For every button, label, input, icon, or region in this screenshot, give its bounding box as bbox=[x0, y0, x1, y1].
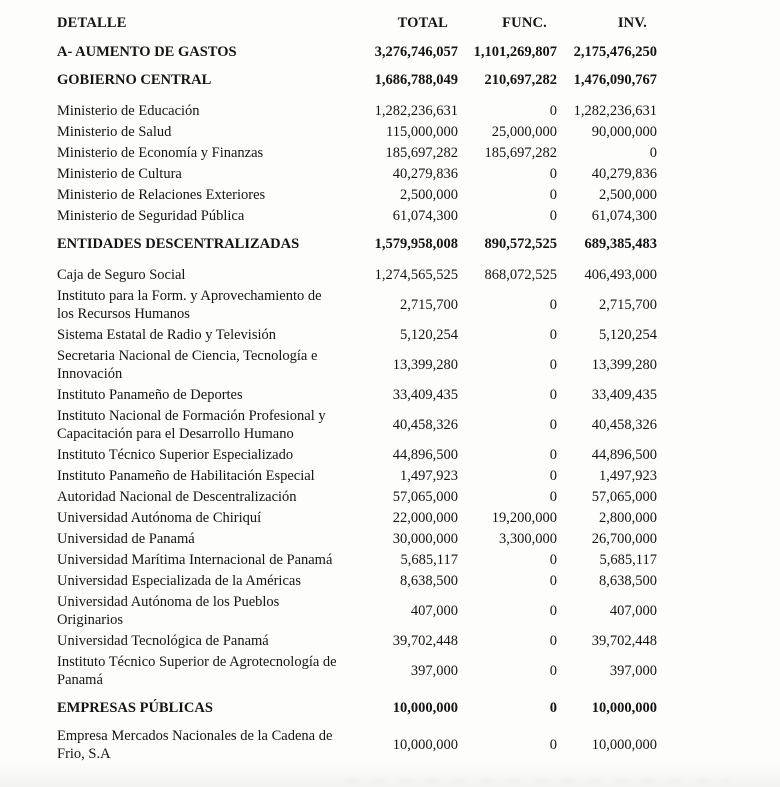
row-total: 30,000,000 bbox=[392, 530, 458, 547]
row-total: 22,000,000 bbox=[392, 509, 458, 526]
table-row bbox=[57, 651, 657, 690]
row-inv: 5,120,254 bbox=[599, 326, 657, 343]
row-label: Universidad Autónoma de los Pueblos Originarios bbox=[57, 593, 280, 628]
row-total: 1,579,958,008 bbox=[374, 236, 458, 252]
row-total: 2,500,000 bbox=[400, 186, 458, 203]
row-label: Instituto Panameño de Habilitación Especial bbox=[57, 467, 315, 484]
row-label: ENTIDADES DESCENTRALIZADAS bbox=[57, 236, 300, 252]
row-label: Ministerio de Salud bbox=[57, 123, 172, 140]
row-total: 8,638,500 bbox=[400, 572, 458, 589]
section-row bbox=[57, 34, 657, 63]
row-func: 0 bbox=[549, 446, 557, 463]
column-header-inv: INV. bbox=[617, 14, 647, 31]
row-inv: 40,458,326 bbox=[591, 416, 657, 433]
row-label: A- AUMENTO DE GASTOS bbox=[57, 43, 237, 60]
row-func: 0 bbox=[549, 186, 557, 203]
table-row bbox=[57, 255, 657, 286]
row-func: 0 bbox=[549, 386, 557, 403]
row-label: Autoridad Nacional de Descentralización bbox=[57, 488, 297, 505]
row-inv: 44,896,500 bbox=[591, 446, 657, 463]
row-func: 185,697,282 bbox=[484, 144, 557, 161]
row-inv: 2,500,000 bbox=[599, 186, 657, 203]
row-func: 0 bbox=[549, 736, 557, 753]
row-inv: 40,279,836 bbox=[591, 165, 657, 182]
row-func: 0 bbox=[549, 296, 557, 313]
row-total: 13,399,280 bbox=[392, 356, 458, 373]
row-total: 1,282,236,631 bbox=[374, 102, 458, 119]
column-header-total: TOTAL bbox=[397, 14, 448, 31]
row-inv: 90,000,000 bbox=[591, 123, 657, 140]
row-func: 0 bbox=[549, 326, 557, 343]
row-total: 397,000 bbox=[410, 662, 458, 679]
row-inv: 1,476,090,767 bbox=[573, 72, 657, 88]
table-row bbox=[57, 384, 657, 405]
row-label: Ministerio de Seguridad Pública bbox=[57, 207, 245, 224]
table-row bbox=[57, 486, 657, 507]
table-row bbox=[57, 205, 657, 226]
row-total: 1,686,788,049 bbox=[374, 72, 458, 88]
row-inv: 10,000,000 bbox=[591, 736, 657, 753]
row-func: 0 bbox=[549, 356, 557, 373]
table-row bbox=[57, 285, 657, 324]
table-row bbox=[57, 465, 657, 486]
row-total: 2,715,700 bbox=[400, 296, 458, 313]
section-row bbox=[57, 690, 657, 719]
row-label: Instituto para la Form. y Aprovechamiento de los Recursos Humanos bbox=[57, 287, 322, 322]
row-inv: 1,497,923 bbox=[599, 467, 657, 484]
row-label: Universidad de Panamá bbox=[57, 530, 195, 547]
row-func: 0 bbox=[549, 632, 557, 649]
row-total: 3,276,746,057 bbox=[374, 43, 458, 60]
row-total: 33,409,435 bbox=[392, 386, 458, 403]
table-row bbox=[57, 528, 657, 549]
table-row bbox=[57, 324, 657, 345]
row-label: GOBIERNO CENTRAL bbox=[57, 72, 212, 88]
row-total: 5,120,254 bbox=[400, 326, 458, 343]
row-label: Ministerio de Educación bbox=[57, 102, 200, 119]
row-inv: 5,685,117 bbox=[599, 551, 657, 568]
cutoff-next-row-artifact bbox=[345, 779, 730, 786]
table-row bbox=[57, 507, 657, 528]
column-header-func: FUNC. bbox=[502, 14, 547, 31]
table-row bbox=[57, 91, 657, 122]
table-row bbox=[57, 345, 657, 384]
row-inv: 8,638,500 bbox=[599, 572, 657, 589]
row-total: 185,697,282 bbox=[385, 144, 458, 161]
table-row bbox=[57, 405, 657, 444]
row-inv: 0 bbox=[649, 144, 657, 161]
table-row bbox=[57, 121, 657, 142]
row-inv: 2,800,000 bbox=[599, 509, 657, 526]
row-label: Universidad Autónoma de Chiriquí bbox=[57, 509, 262, 526]
row-func: 0 bbox=[549, 102, 557, 119]
row-func: 0 bbox=[549, 662, 557, 679]
row-func: 210,697,282 bbox=[484, 72, 557, 88]
row-inv: 10,000,000 bbox=[591, 700, 657, 716]
row-func: 890,572,525 bbox=[484, 236, 557, 252]
row-inv: 2,715,700 bbox=[599, 296, 657, 313]
table-row bbox=[57, 184, 657, 205]
row-label: EMPRESAS PÚBLICAS bbox=[57, 700, 213, 716]
table-row bbox=[57, 630, 657, 651]
row-total: 10,000,000 bbox=[392, 736, 458, 753]
row-inv: 61,074,300 bbox=[591, 207, 657, 224]
row-func: 0 bbox=[549, 700, 557, 716]
row-total: 407,000 bbox=[410, 602, 458, 619]
section-row bbox=[57, 62, 657, 91]
row-total: 10,000,000 bbox=[392, 700, 458, 716]
row-inv: 397,000 bbox=[609, 662, 657, 679]
row-inv: 26,700,000 bbox=[591, 530, 657, 547]
table-header-row bbox=[57, 12, 657, 34]
row-func: 25,000,000 bbox=[491, 123, 557, 140]
row-func: 0 bbox=[549, 572, 557, 589]
row-func: 3,300,000 bbox=[499, 530, 557, 547]
row-inv: 407,000 bbox=[609, 602, 657, 619]
row-inv: 406,493,000 bbox=[584, 266, 657, 283]
row-label: Instituto Técnico Superior Especializado bbox=[57, 446, 294, 463]
row-inv: 1,282,236,631 bbox=[573, 102, 657, 119]
row-total: 5,685,117 bbox=[400, 551, 458, 568]
row-label: Secretaria Nacional de Ciencia, Tecnología e Innovación bbox=[57, 347, 318, 382]
table-row bbox=[57, 142, 657, 163]
row-func: 1,101,269,807 bbox=[473, 43, 557, 60]
row-total: 1,274,565,525 bbox=[374, 266, 458, 283]
row-func: 868,072,525 bbox=[484, 266, 557, 283]
row-func: 0 bbox=[549, 165, 557, 182]
row-func: 0 bbox=[549, 551, 557, 568]
table-row bbox=[57, 591, 657, 630]
row-func: 0 bbox=[549, 602, 557, 619]
row-total: 1,497,923 bbox=[400, 467, 458, 484]
row-inv: 39,702,448 bbox=[591, 632, 657, 649]
row-func: 0 bbox=[549, 488, 557, 505]
row-total: 40,279,836 bbox=[392, 165, 458, 182]
row-total: 61,074,300 bbox=[392, 207, 458, 224]
row-label: Empresa Mercados Nacionales de la Cadena de Frio, S.A bbox=[57, 727, 333, 762]
row-inv: 57,065,000 bbox=[591, 488, 657, 505]
row-label: Instituto Panameño de Deportes bbox=[57, 386, 243, 403]
table-row bbox=[57, 570, 657, 591]
row-label: Caja de Seguro Social bbox=[57, 266, 186, 283]
row-label: Instituto Nacional de Formación Profesional y Capacitación para el Desarrollo Humano bbox=[57, 407, 326, 442]
budget-table bbox=[57, 12, 657, 764]
row-inv: 689,385,483 bbox=[584, 236, 657, 252]
row-func: 0 bbox=[549, 467, 557, 484]
row-total: 44,896,500 bbox=[392, 446, 458, 463]
row-label: Instituto Técnico Superior de Agrotecnología de Panamá bbox=[57, 653, 337, 688]
table-row bbox=[57, 444, 657, 465]
row-total: 39,702,448 bbox=[392, 632, 458, 649]
row-label: Universidad Tecnológica de Panamá bbox=[57, 632, 269, 649]
row-label: Ministerio de Relaciones Exteriores bbox=[57, 186, 266, 203]
row-total: 57,065,000 bbox=[392, 488, 458, 505]
row-func: 0 bbox=[549, 416, 557, 433]
row-total: 115,000,000 bbox=[386, 123, 458, 140]
table-row bbox=[57, 719, 657, 765]
row-label: Universidad Especializada de la Américas bbox=[57, 572, 301, 589]
row-inv: 13,399,280 bbox=[591, 356, 657, 373]
row-inv: 33,409,435 bbox=[591, 386, 657, 403]
table-row bbox=[57, 163, 657, 184]
row-label: Ministerio de Economía y Finanzas bbox=[57, 144, 264, 161]
row-label: Ministerio de Cultura bbox=[57, 165, 182, 182]
row-label: Universidad Marítima Internacional de Panamá bbox=[57, 551, 333, 568]
column-header-detalle: DETALLE bbox=[57, 14, 127, 31]
row-func: 0 bbox=[549, 207, 557, 224]
row-total: 40,458,326 bbox=[392, 416, 458, 433]
row-func: 19,200,000 bbox=[491, 509, 557, 526]
row-inv: 2,175,476,250 bbox=[573, 43, 657, 60]
table-row bbox=[57, 549, 657, 570]
row-label: Sistema Estatal de Radio y Televisión bbox=[57, 326, 277, 343]
section-row bbox=[57, 226, 657, 255]
